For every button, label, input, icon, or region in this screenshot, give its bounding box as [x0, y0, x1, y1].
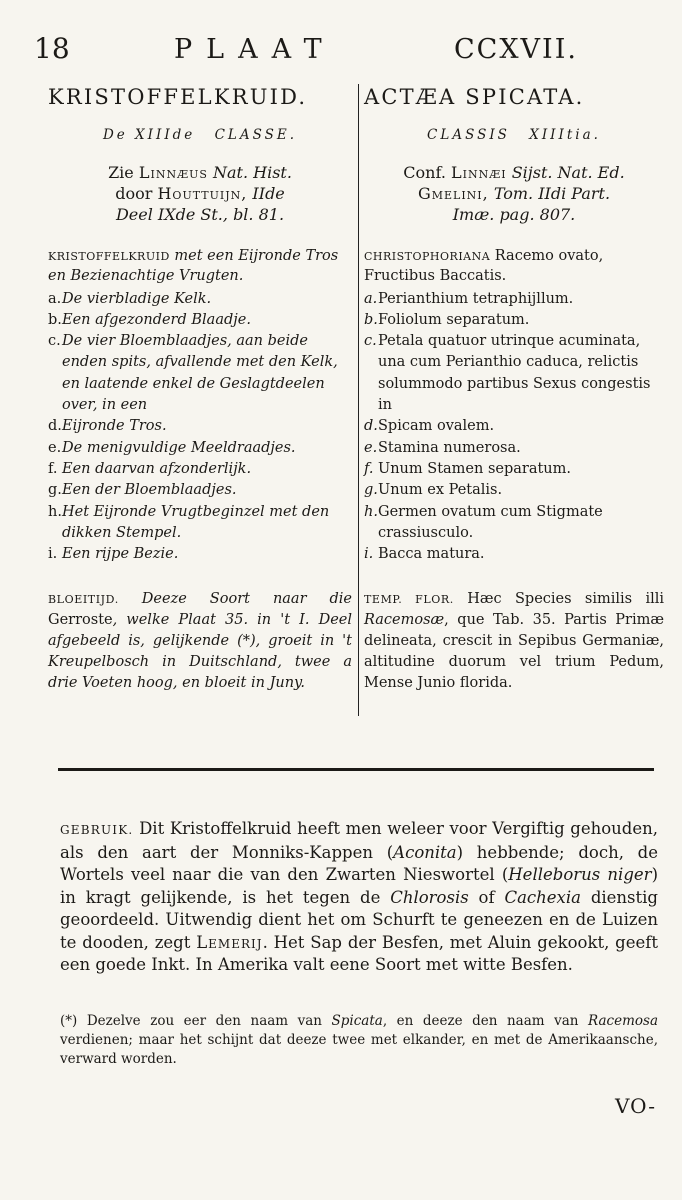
usage-text: Cachexia — [504, 887, 581, 907]
figure-item-text: Perianthium tetraphijllum. — [378, 290, 574, 307]
usage-text: . Het Sap der Besfen, met Aluin gekookt, geeft een goede Inkt. In Amerika valt eene Soort met witte Besfen. — [60, 932, 658, 974]
dutch-figure-list — [48, 289, 352, 566]
catchword: VO- — [615, 1094, 656, 1118]
figure-item-text: Spicam ovalem. — [378, 418, 495, 435]
figure-item-letter: i. — [364, 546, 374, 563]
figure-item-text: Stamina numerosa. — [378, 439, 521, 456]
ref-author: Gmelini, — [417, 184, 489, 203]
figure-item-letter: e. — [48, 439, 62, 456]
usage-text: Aconita — [393, 842, 457, 862]
latin-figure-list — [364, 289, 664, 566]
figure-item-text: De vier Bloemblaadjes, aan beide enden spits, afvallende met den Kelk, en laatende enkel de Geslagtdeelen over, in een — [62, 333, 338, 414]
dutch-reference — [48, 162, 352, 225]
footnote-text: Spicata — [331, 1013, 383, 1029]
bloei-label: BLOEITIJD. — [48, 593, 119, 607]
desc-body: met een Eijronde Tros en Bezienachtige Vrugten. — [48, 248, 339, 284]
latin-classe — [364, 126, 664, 144]
figure-item-text: Een der Bloemblaadjes. — [62, 482, 237, 499]
ref-author: Houttuijn, — [157, 184, 248, 203]
ref-work: Nat. Hist. — [213, 163, 292, 182]
ref-author: Linnæi — [451, 163, 507, 182]
ref-part: Imæ. pag. 807. — [452, 205, 576, 224]
figure-item-letter: e. — [364, 439, 378, 456]
ref-volume: Tom. IIdi Part. — [493, 184, 611, 203]
figure-item — [364, 310, 664, 331]
figure-item-text: Unum Stamen separatum. — [378, 460, 571, 477]
latin-classe-num: XIIItia. — [529, 127, 601, 143]
flor-text: Racemosæ — [364, 612, 445, 629]
figure-item-letter: h. — [48, 503, 62, 520]
figure-item-text: Unum ex Petalis. — [378, 482, 503, 499]
ref-volume: IIde — [252, 184, 285, 203]
figure-item-letter: f. — [364, 460, 374, 477]
figure-item — [364, 544, 664, 565]
figure-item-text: Petala quatuor utrinque acuminata, una cum Perianthio caduca, relictis solummodo partibus Sexus congestis in — [378, 333, 651, 414]
figure-item-text: Een daarvan afzonderlijk. — [62, 460, 252, 477]
footnote-text: Racemosa — [588, 1013, 659, 1029]
figure-item — [364, 438, 664, 459]
latin-classe-word: CLASSIS — [427, 127, 510, 143]
figure-item-text: Het Eijronde Vrugtbeginzel met den dikken Stempel. — [62, 503, 330, 541]
figure-item — [364, 331, 664, 416]
bloei-text: , welke Plaat 35. in 't I. Deel afgebeeld is, gelijkende (*), groeit in 't Kreupelbosch in Duitschland, twee a drie Voeten hoog, en bloeit in Juny. — [48, 612, 352, 692]
dutch-classe-word: CLASSE. — [214, 127, 298, 143]
latin-column — [364, 84, 664, 694]
usage-text: Helleborus niger — [508, 865, 652, 884]
flor-text: Hæc Species similis illi — [453, 591, 664, 608]
plate-number: CCXVII. — [454, 34, 578, 65]
ref-text: Conf. — [403, 163, 446, 182]
figure-item-letter: g. — [48, 482, 62, 499]
figure-item-letter: d. — [48, 418, 62, 435]
figure-item-letter: a. — [48, 290, 62, 307]
latin-reference — [364, 162, 664, 225]
figure-item-text: Een rijpe Bezie. — [62, 546, 179, 563]
desc-lead: CHRISTOPHORIANA — [364, 250, 491, 263]
usage-text: Chlorosis — [390, 887, 469, 907]
figure-item-letter: h. — [364, 503, 378, 520]
footnote-text: (*) Dezelve zou eer den naam van — [60, 1013, 332, 1029]
desc-lead: KRISTOFFELKRUID — [48, 250, 170, 263]
figure-item — [48, 544, 352, 565]
usage-label: GEBRUIK. — [60, 823, 134, 837]
column-divider — [358, 84, 359, 716]
figure-item-letter: b. — [364, 311, 378, 328]
footnote — [60, 1012, 658, 1069]
figure-item-text: Bacca matura. — [378, 546, 485, 563]
usage-text: ) in kragt gelijkende, is het tegen de — [60, 865, 658, 907]
dutch-classe-num: De XIIIde — [102, 127, 196, 143]
dutch-classe — [48, 126, 352, 144]
plaat-heading: PLAAT — [174, 34, 336, 65]
usage-author: Lemerij — [196, 932, 263, 952]
figure-item — [364, 480, 664, 501]
dutch-description — [48, 247, 352, 287]
figure-item — [364, 502, 664, 545]
figure-item-text: Foliolum separatum. — [378, 311, 530, 328]
ref-work: Sijst. Nat. Ed. — [511, 163, 625, 182]
figure-item — [48, 416, 352, 437]
figure-item — [364, 416, 664, 437]
ref-text: door — [115, 184, 153, 203]
footnote-text: verdienen; maar het schijnt dat deeze twee met elkander, en met de Amerikaansche, verward worden. — [60, 1032, 658, 1067]
usage-text: dienstig geoordeeld. Uitwendig dient het om Schurft te geneezen en de Luizen te dooden, zegt — [60, 887, 658, 952]
figure-item — [48, 310, 352, 331]
figure-item-text: Germen ovatum cum Stigmate crassiusculo. — [378, 503, 603, 541]
figure-item-letter: f. — [48, 460, 58, 477]
figure-item — [48, 480, 352, 501]
figure-item — [48, 331, 352, 416]
figure-item — [364, 459, 664, 480]
figure-item-text: Eijronde Tros. — [62, 418, 167, 435]
figure-item — [48, 438, 352, 459]
usage-text: ) hebbende; doch, de Wortels veel naar die van den Zwarten Nieswortel ( — [60, 842, 659, 884]
figure-item — [364, 289, 664, 310]
figure-item-letter: b. — [48, 311, 62, 328]
latin-description — [364, 247, 664, 287]
flor-text: , que Tab. 35. Partis Primæ delineata, crescit in Sepibus Germaniæ, altitudine duorum vel trium Pedum, Mense Junio florida. — [364, 612, 664, 692]
page-number: 18 — [34, 32, 70, 65]
figure-item — [48, 459, 352, 480]
usage-paragraph — [60, 818, 658, 977]
usage-text: of — [468, 887, 505, 907]
figure-item-letter: c. — [48, 333, 61, 350]
latin-title: ACTÆA SPICATA. — [364, 85, 585, 109]
section-rule — [58, 768, 654, 771]
figure-item-letter: d. — [364, 418, 378, 435]
figure-item — [48, 502, 352, 545]
figure-item-text: De vierbladige Kelk. — [62, 290, 212, 307]
desc-body: Racemo ovato, Fructibus Baccatis. — [364, 248, 604, 284]
footnote-text: , en deeze den naam van — [382, 1013, 589, 1029]
figure-item-letter: a. — [364, 290, 378, 307]
bloei-text: Gerroste — [48, 612, 113, 629]
ref-text: Zie — [108, 163, 134, 182]
ref-author: Linnæus — [138, 163, 208, 182]
flor-label: TEMP. FLOR. — [364, 593, 454, 607]
latin-flowering-time — [364, 589, 664, 694]
figure-item-text: De menigvuldige Meeldraadjes. — [62, 439, 296, 456]
figure-item-letter: i. — [48, 546, 58, 563]
figure-item — [48, 289, 352, 310]
page-header — [34, 30, 674, 70]
figure-item-letter: c. — [364, 333, 377, 350]
bloei-text: Deeze Soort naar die — [118, 591, 352, 608]
dutch-flowering-time — [48, 589, 352, 694]
dutch-title: KRISTOFFELKRUID. — [48, 85, 308, 109]
figure-item-text: Een afgezonderd Blaadje. — [62, 311, 251, 328]
usage-text: Dit Kristoffelkruid heeft men weleer voor Vergiftig gehouden, als den aart der Monniks-Kappen ( — [60, 819, 658, 862]
ref-part: Deel IXde St., bl. 81. — [115, 205, 285, 224]
figure-item-letter: g. — [364, 482, 378, 499]
dutch-column — [48, 84, 352, 694]
